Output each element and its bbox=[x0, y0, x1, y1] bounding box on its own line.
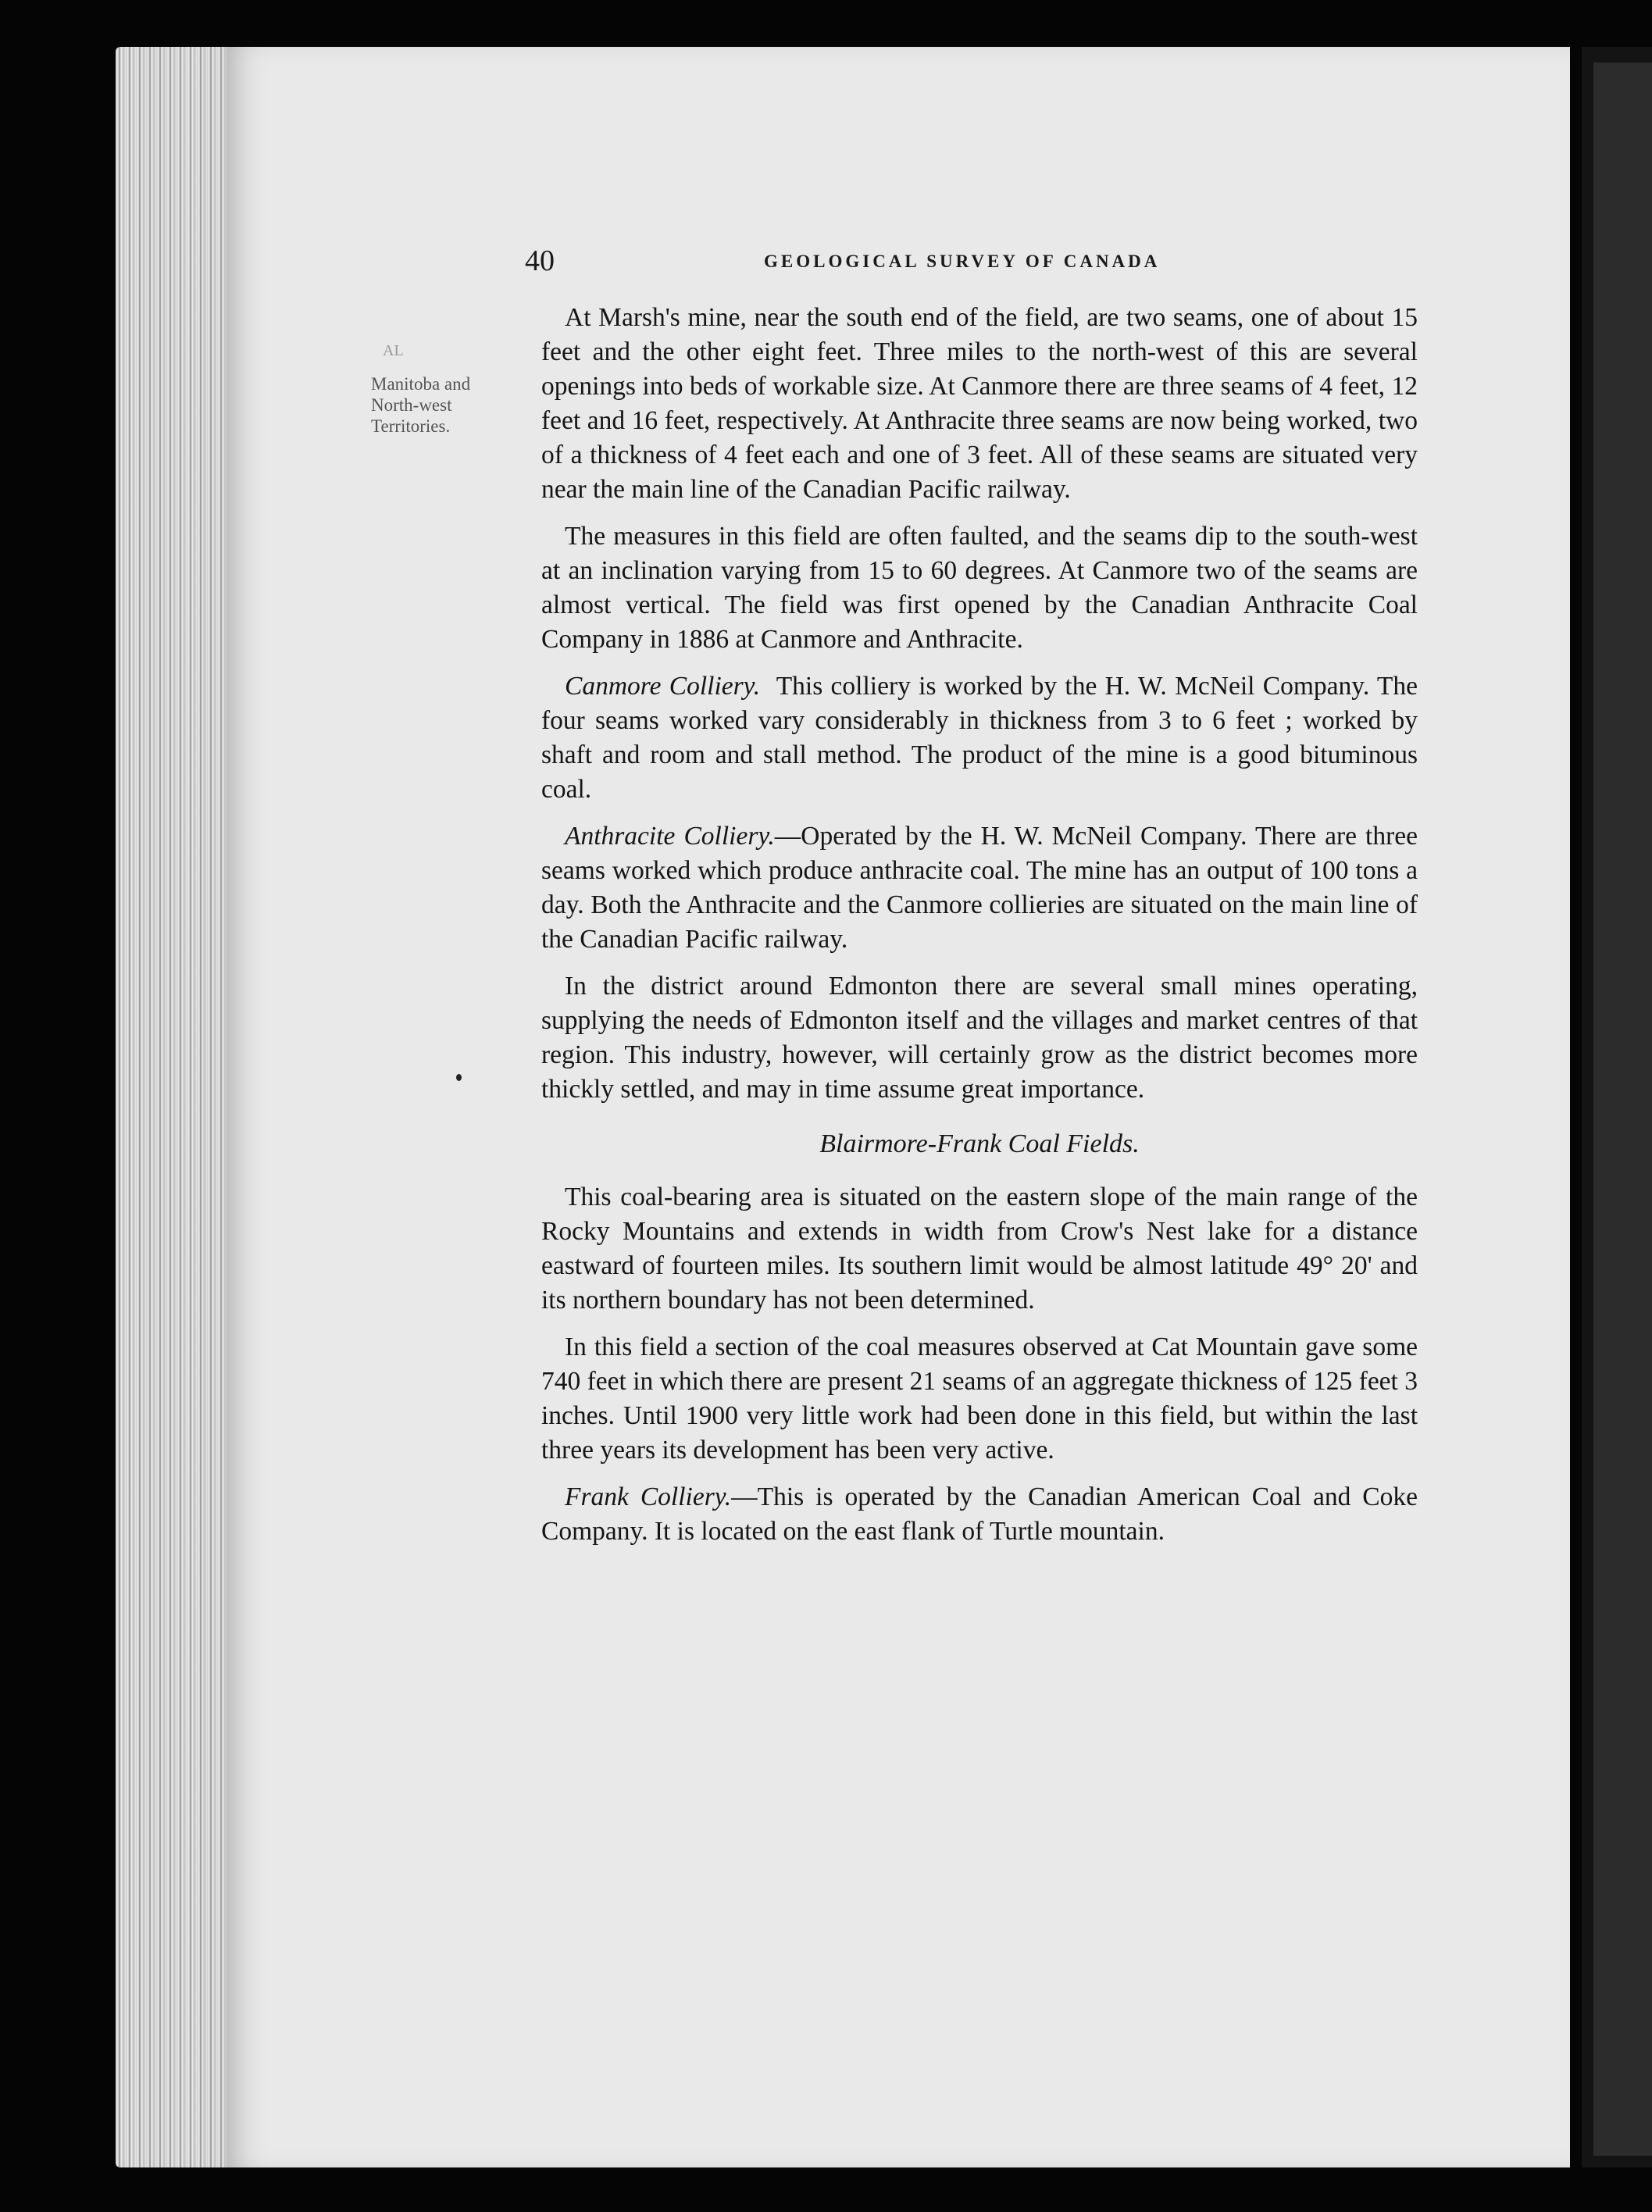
paragraph-text: —This is operated by the Canadian American Coal and Coke Company. It is located on the east flank of Turtle mountain. bbox=[541, 1482, 1418, 1546]
facing-page-edge bbox=[1593, 62, 1652, 2156]
paragraph-text: This colliery is worked by the H. W. McNeil Company. The four seams worked vary considerably in thickness from 3 to 6 feet ; worked by shaft and room and stall method. The product of the mine is a good bituminous coal. bbox=[541, 672, 1418, 804]
paragraph bbox=[541, 1480, 1418, 1549]
paragraph bbox=[541, 1330, 1418, 1468]
paragraph bbox=[541, 1180, 1418, 1318]
paragraph-text: In the district around Edmonton there are several small mines operating, supplying the needs of Edmonton itself and the villages and market centres of that region. This industry, however, will certainly grow as the district becomes more thickly settled, and may in time assume great importance. bbox=[541, 972, 1418, 1104]
paragraph-lead: Frank Colliery. bbox=[565, 1482, 732, 1511]
margin-mark: AL bbox=[383, 342, 404, 359]
paragraph bbox=[541, 669, 1418, 807]
margin-note-line: North-west bbox=[371, 395, 452, 415]
page-edges bbox=[116, 47, 233, 2167]
running-title: GEOLOGICAL SURVEY OF CANADA bbox=[764, 252, 1161, 271]
paragraph-text: In this field a section of the coal measures observed at Cat Mountain gave some 740 feet in which there are present 21 seams of an aggregate thickness of 125 feet 3 inches. Until 1900 very little work had been done in this field, but within the last three years its development has been very active. bbox=[541, 1333, 1418, 1465]
margin-note-line: Manitoba and bbox=[371, 374, 471, 394]
paragraph-text: —Operated by the H. W. McNeil Company. There are three seams worked which produce anthracite coal. The mine has an output of 100 tons a day. Both the Anthracite and the Canmore collieries are situated on the main line of the Canadian Pacific railway. bbox=[541, 822, 1418, 954]
page-number: 40 bbox=[525, 244, 555, 277]
paragraph bbox=[541, 969, 1418, 1107]
paragraph bbox=[541, 301, 1418, 507]
paragraph-lead: Canmore Colliery. bbox=[565, 672, 761, 701]
paragraph-text: This coal-bearing area is situated on the eastern slope of the main range of the Rocky Mountains and extends in width from Crow's Nest lake for a distance eastward of fourteen miles. Its southern limit would be almost latitude 49° 20' and its northern boundary has not been determined. bbox=[541, 1183, 1418, 1315]
paragraph bbox=[541, 819, 1418, 957]
paragraph-text: At Marsh's mine, near the south end of the field, are two seams, one of about 15 feet and the other eight feet. Three miles to the north-west of this are several openings into beds of workable size. At Canmore there are three seams of 4 feet, 12 feet and 16 feet, respectively. At Anthracite three seams are now being worked, two of a thickness of 4 feet each and one of 3 feet. All of these seams are situated very near the main line of the Canadian Pacific railway. bbox=[541, 303, 1418, 504]
paragraph-text: The measures in this field are often faulted, and the seams dip to the south-west at an inclination varying from 15 to 60 degrees. At Canmore two of the seams are almost vertical. The field was first opened by the Canadian Anthracite Coal Company in 1886 at Canmore and Anthracite. bbox=[541, 522, 1418, 654]
ink-speck bbox=[456, 1074, 462, 1081]
margin-note-line: Territories. bbox=[371, 416, 451, 436]
margin-note bbox=[371, 373, 531, 437]
body-text bbox=[541, 301, 1418, 1561]
paragraph bbox=[541, 519, 1418, 657]
paragraph-lead: Anthracite Colliery. bbox=[565, 822, 775, 851]
section-heading: Blairmore-Frank Coal Fields. bbox=[819, 1129, 1140, 1158]
